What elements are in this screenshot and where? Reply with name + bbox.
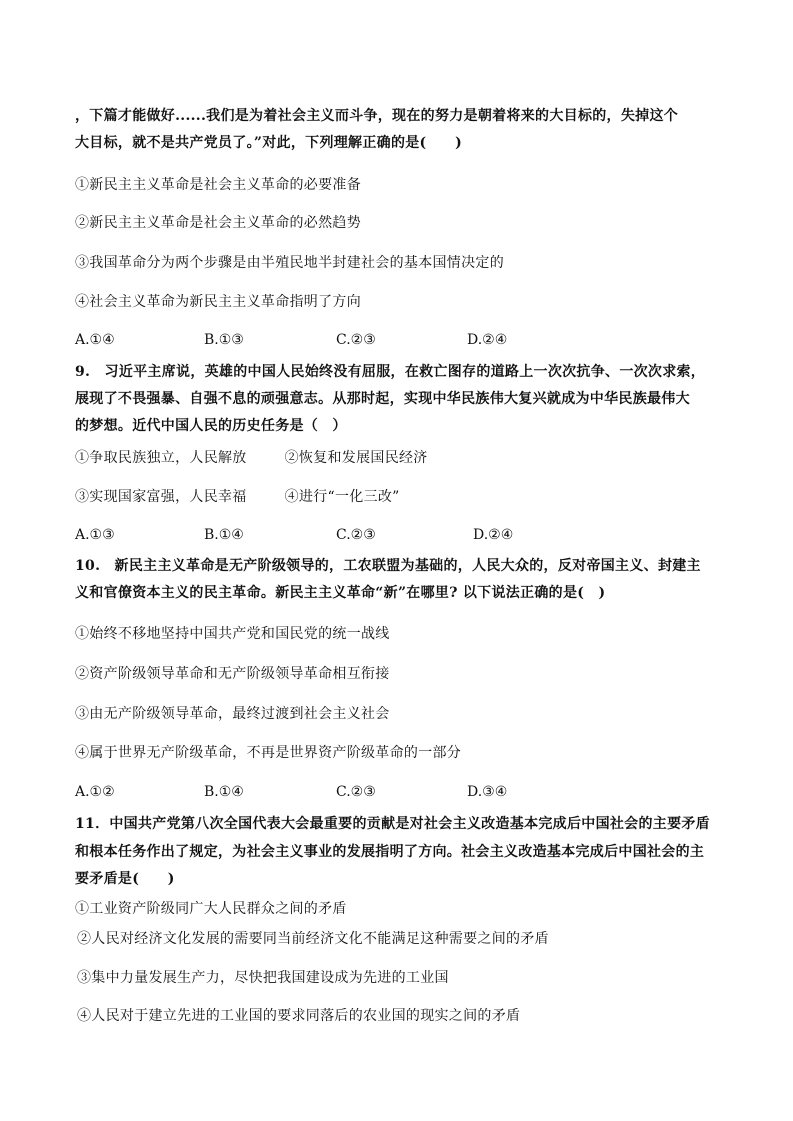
q11-item-4: ④人民对于建立先进的工业国的要求同落后的农业国的现实之间的矛盾 [77, 1008, 521, 1024]
q9-option-b: B.①④ [204, 527, 244, 543]
q8-item-4: ④社会主义革命为新民主主义革命指明了方向 [75, 294, 361, 310]
q10-option-b: B.①④ [204, 784, 244, 800]
q10-item-4: ④属于世界无产阶级革命，不再是世界资产阶级革命的一部分 [75, 745, 462, 761]
q10-options [75, 783, 725, 801]
q9-stem-line-2: 展现了不畏强暴、自强不息的顽强意志。从那时起，实现中华民族伟大复兴就成为中华民族最伟大 [75, 391, 690, 407]
q10-stem-line-2: 义和官僚资本主义的民主革命。新民主主义革命“新”在哪里? 以下说法正确的是( ) [75, 585, 606, 601]
q9-stem-line-1: 9. 习近平主席说，英雄的中国人民始终没有屈服，在救亡图存的道路上一次次抗争、一次次求索， [75, 364, 706, 380]
q10-option-a: A.①② [75, 784, 115, 800]
q8-option-b: B.①③ [204, 332, 244, 348]
q9-item-2: ②恢复和发展国民经济 [284, 450, 428, 466]
q10-item-1: ①始终不移地坚持中国共产党和国民党的统一战线 [75, 626, 390, 642]
q11-stem-line-1: 11．中国共产党第八次全国代表大会最重要的贡献是对社会主义改造基本完成后中国社会的主要矛盾 [75, 816, 710, 832]
q11-item-1: ①工业资产阶级同广大人民群众之间的矛盾 [75, 901, 347, 917]
q10-item-2: ②资产阶级领导革命和无产阶级领导革命相互衔接 [75, 666, 390, 682]
q8-item-2: ②新民主主义革命是社会主义革命的必然趋势 [75, 215, 361, 231]
q8-item-1: ①新民主主义革命是社会主义革命的必要准备 [75, 177, 361, 193]
q8-option-c: C.②③ [336, 332, 376, 348]
q11-stem-line-3: 要矛盾是( ) [75, 871, 175, 887]
q8-option-d: D.②④ [467, 332, 508, 348]
q10-stem-line-1: 10. 新民主主义革命是无产阶级领导的，工农联盟为基础的，人民大众的，反对帝国主义、封建主 [75, 558, 701, 574]
q9-item-4: ④进行“一化三改” [284, 489, 400, 505]
q9-option-d: D.②④ [473, 527, 514, 543]
q11-stem-line-2: 和根本任务作出了规定，为社会主义事业的发展指明了方向。社会主义改造基本完成后中国社会的主 [75, 844, 705, 860]
q9-items-row-2 [75, 488, 400, 506]
q9-item-1: ①争取民族独立，人民解放 [75, 450, 247, 466]
q9-option-a: A.①③ [75, 527, 115, 543]
q11-item-3: ③集中力量发展生产力，尽快把我国建设成为先进的工业国 [77, 970, 449, 986]
q8-stem-line-2: 大目标，就不是共产党员了。”对此，下列理解正确的是( ) [75, 135, 462, 151]
q8-stem-line-1: ，下篇才能做好......我们是为着社会主义而斗争，现在的努力是朝着将来的大目标的，失掉这个 [75, 108, 679, 124]
q10-option-c: C.②③ [336, 784, 376, 800]
q11-item-2: ②人民对经济文化发展的需要同当前经济文化不能满足这种需要之间的矛盾 [77, 931, 549, 947]
q10-option-d: D.③④ [467, 784, 508, 800]
q9-items-row-1 [75, 449, 428, 467]
q8-options [75, 331, 725, 349]
q9-item-3: ③实现国家富强，人民幸福 [75, 489, 247, 505]
q10-item-3: ③由无产阶级领导革命，最终过渡到社会主义社会 [75, 706, 390, 722]
q9-stem-line-3: 的梦想。近代中国人民的历史任务是（ ） [75, 418, 347, 434]
q9-options [75, 526, 725, 544]
q8-option-a: A.①④ [75, 332, 115, 348]
q9-option-c: C.②③ [336, 527, 376, 543]
q8-item-3: ③我国革命分为两个步骤是由半殖民地半封建社会的基本国情决定的 [75, 255, 504, 271]
